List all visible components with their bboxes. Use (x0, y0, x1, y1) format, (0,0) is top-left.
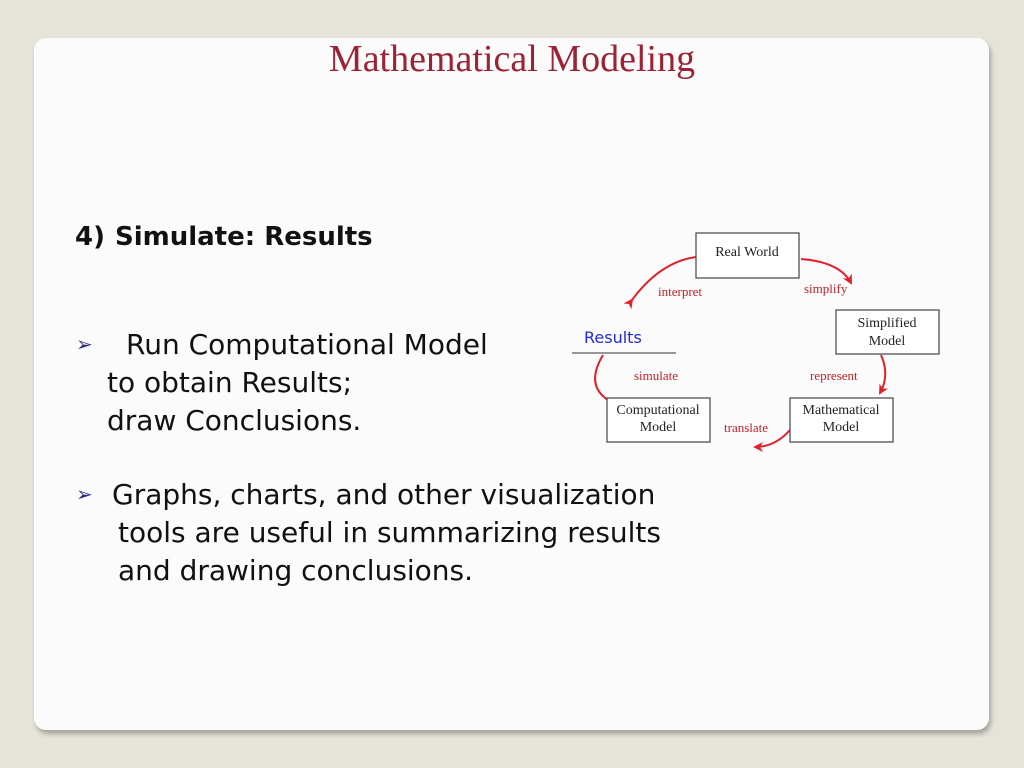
results-label: Results (584, 328, 642, 347)
bullet-arrow-icon: ➢ (76, 482, 93, 506)
node-real-world-label: Real World (715, 245, 779, 260)
node-simplified-line1: Simplified (857, 316, 917, 331)
edge-translate-label: translate (724, 420, 769, 435)
heading-text: Simulate: Results (114, 222, 373, 252)
bullet2-line1: Graphs, charts, and other visualization (112, 478, 656, 511)
arrow-simulate (595, 355, 608, 400)
node-computational-line2: Model (639, 420, 677, 435)
node-computational-line1: Computational (616, 403, 700, 418)
bullet1-line1: Run Computational Model (126, 328, 488, 361)
edge-simplify-label: simplify (804, 281, 848, 296)
edge-simulate-label: simulate (634, 368, 679, 383)
heading-number: 4) (75, 222, 105, 252)
arrow-simplify (801, 259, 851, 283)
node-simplified-line2: Model (868, 334, 906, 349)
bullet2-line2: tools are useful in summarizing results (118, 516, 661, 549)
edge-represent-label: represent (810, 368, 858, 383)
arrow-represent (880, 355, 885, 393)
bullet-arrow-icon: ➢ (76, 332, 93, 356)
bullet1-line3: draw Conclusions. (107, 404, 362, 437)
node-mathematical-line2: Model (822, 420, 860, 435)
slide-title: Mathematical Modeling (328, 38, 696, 80)
node-mathematical-line1: Mathematical (802, 403, 880, 418)
edge-interpret-label: interpret (658, 284, 703, 299)
bullet2-line3: and drawing conclusions. (118, 554, 474, 587)
bullet1-line2: to obtain Results; (107, 366, 353, 399)
